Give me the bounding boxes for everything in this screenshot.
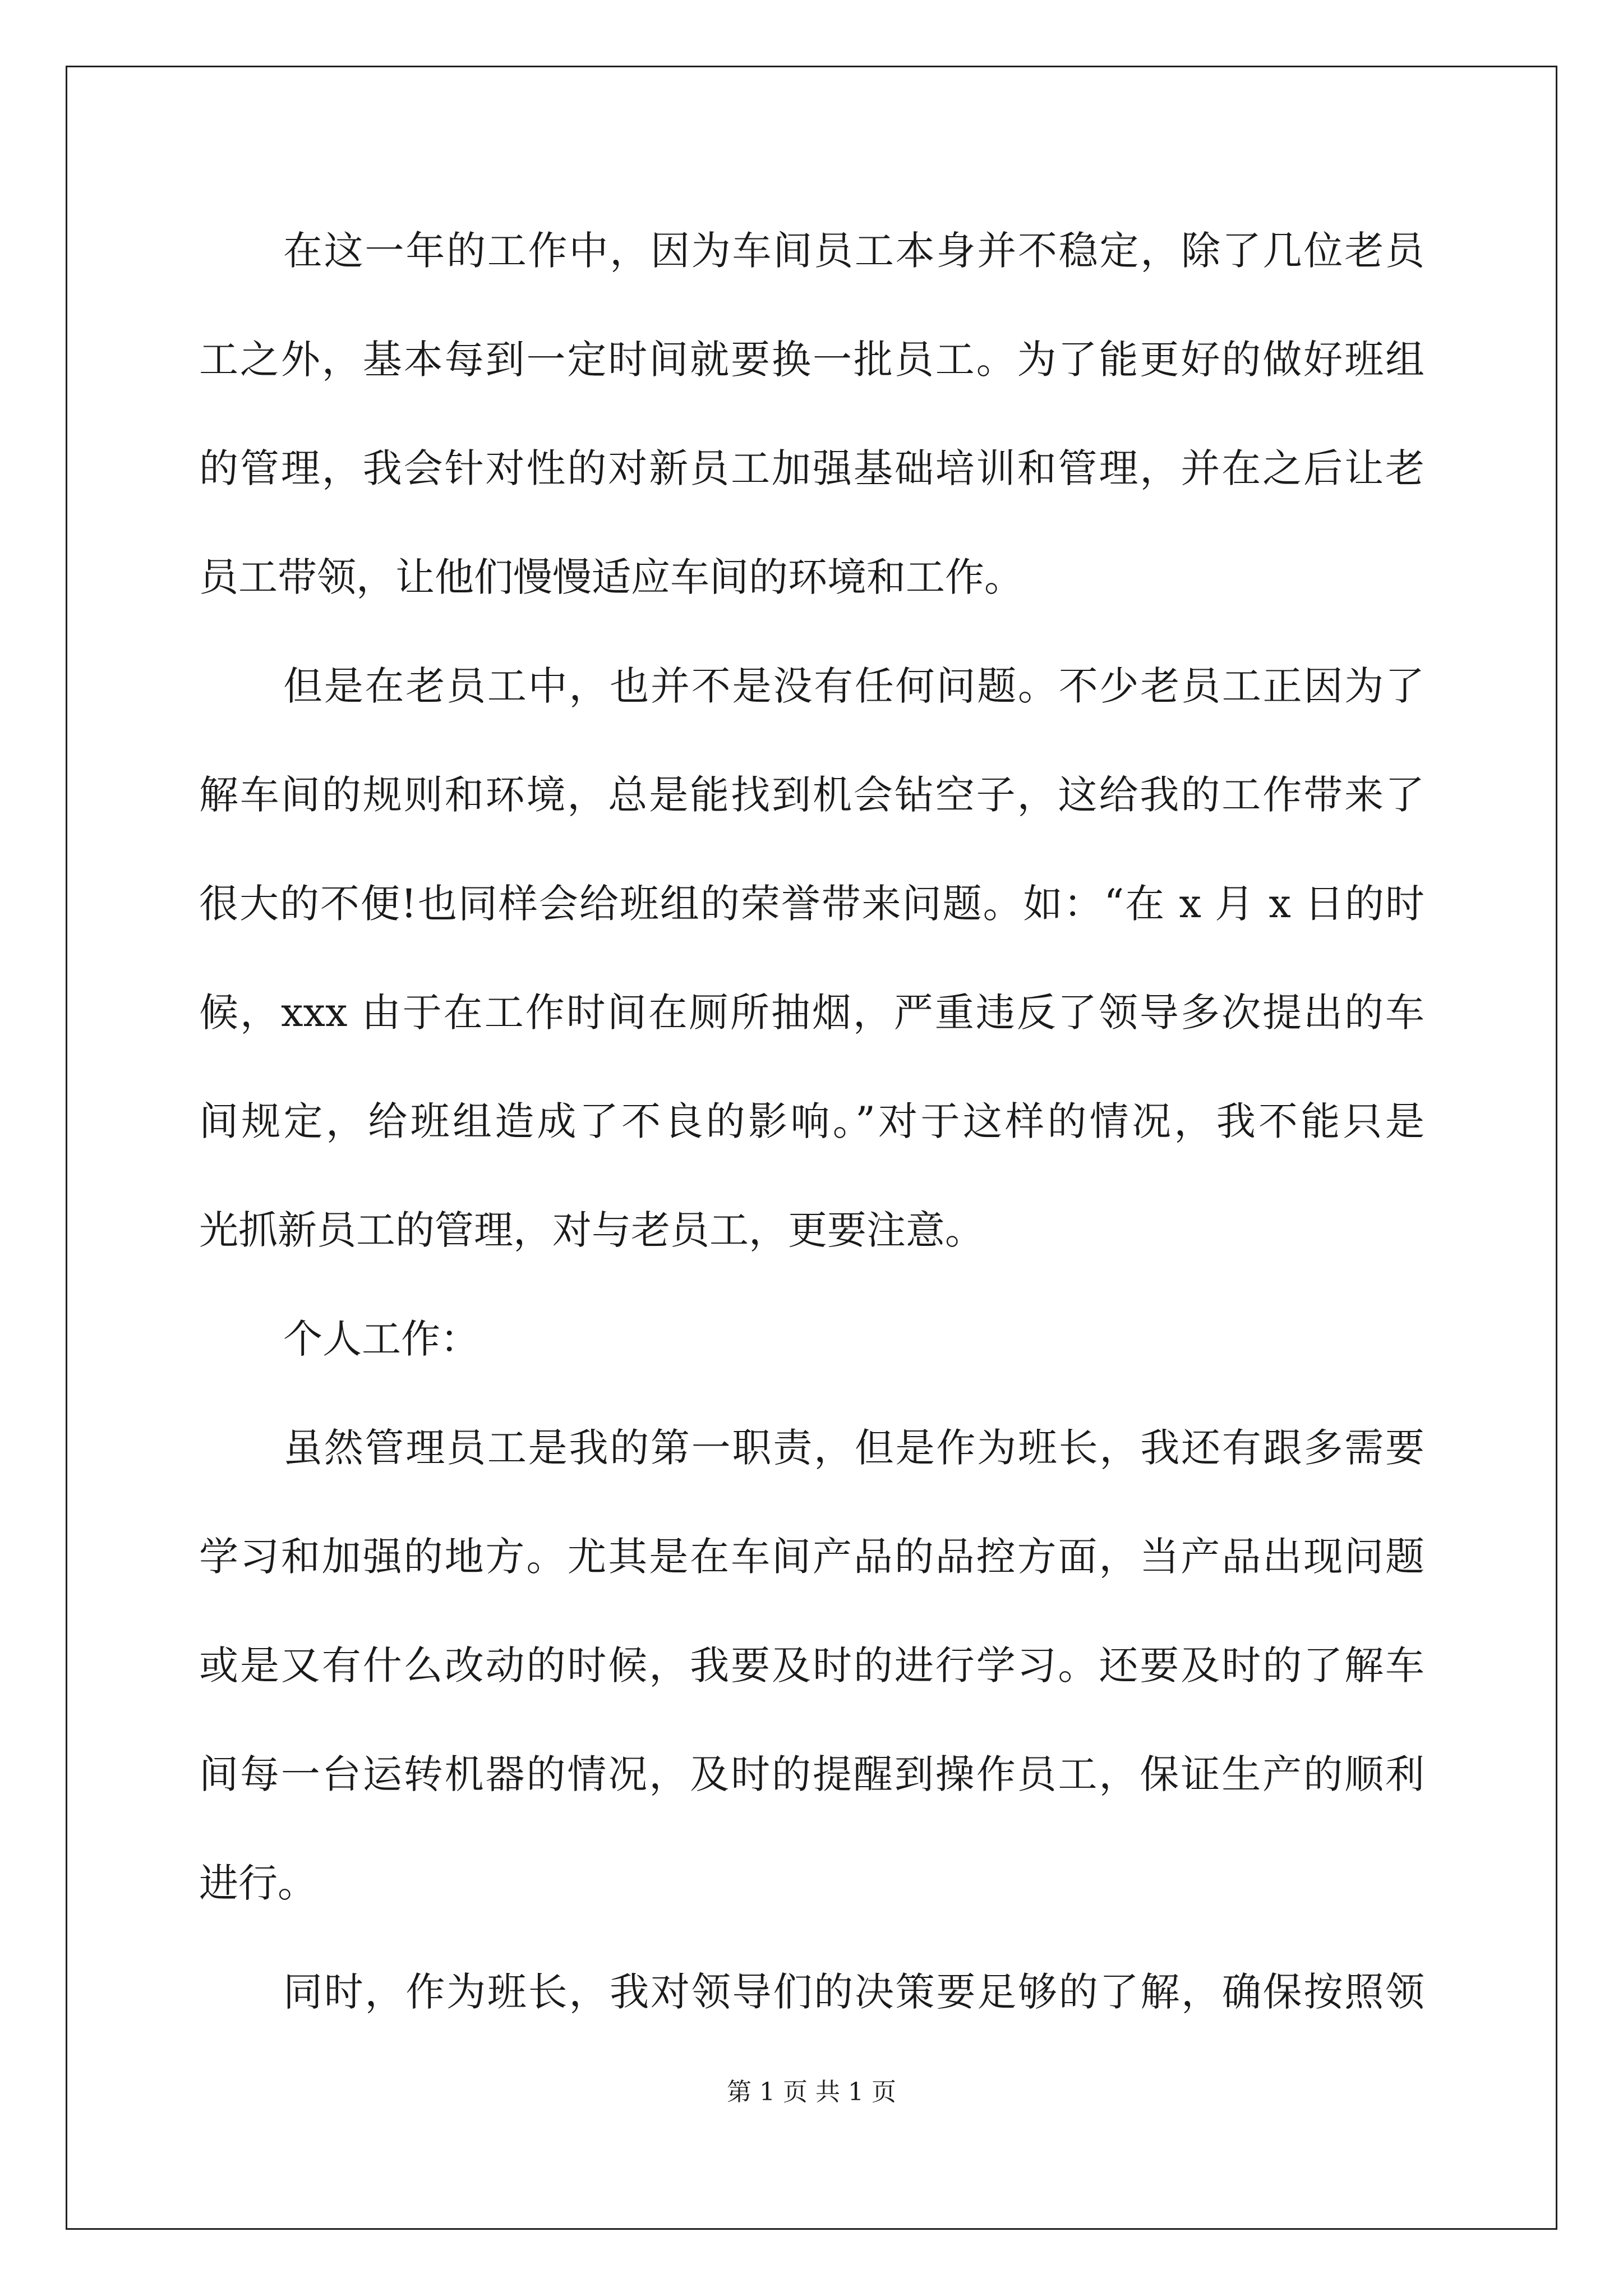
paragraph-2-line-4: 候，xxx 由于在工作时间在厕所抽烟，严重违反了领导多次提出的车 (199, 990, 1424, 1036)
paragraph-2-line-5: 间规定，给班组造成了不良的影响。”对于这样的情况，我不能只是 (199, 1098, 1424, 1144)
paragraph-2-line-3: 很大的不便!也同样会给班组的荣誉带来问题。如：“在 x 月 x 日的时 (199, 881, 1424, 927)
paragraph-1-line-3: 的管理，我会针对性的对新员工加强基础培训和管理，并在之后让老 (199, 445, 1424, 491)
paragraph-3-line-3: 或是又有什么改动的时候，我要及时的进行学习。还要及时的了解车 (199, 1642, 1424, 1688)
paragraph-1-line-2: 工之外，基本每到一定时间就要换一批员工。为了能更好的做好班组 (199, 337, 1424, 383)
paragraph-1-line-4: 员工带领，让他们慢慢适应车间的环境和工作。 (199, 554, 1023, 600)
paragraph-2-line-1: 但是在老员工中，也并不是没有任何问题。不少老员工正因为了 (283, 663, 1424, 709)
paragraph-1-line-1: 在这一年的工作中，因为车间员工本身并不稳定，除了几位老员 (283, 228, 1424, 274)
paragraph-4-line-1: 同时，作为班长，我对领导们的决策要足够的了解，确保按照领 (283, 1969, 1424, 2015)
paragraph-3-line-2: 学习和加强的地方。尤其是在车间产品的品控方面，当产品出现问题 (199, 1534, 1424, 1580)
section-heading: 个人工作： (283, 1316, 479, 1362)
paragraph-2-line-2: 解车间的规则和环境，总是能找到机会钻空子，这给我的工作带来了 (199, 772, 1424, 818)
page-footer: 第 1 页 共 1 页 (727, 2078, 896, 2106)
paragraph-3-line-5: 进行。 (199, 1860, 317, 1906)
paragraph-3-line-1: 虽然管理员工是我的第一职责，但是作为班长，我还有跟多需要 (283, 1425, 1424, 1471)
paragraph-3-line-4: 间每一台运转机器的情况，及时的提醒到操作员工，保证生产的顺利 (199, 1751, 1424, 1797)
paragraph-2-line-6: 光抓新员工的管理，对与老员工，更要注意。 (199, 1207, 984, 1253)
